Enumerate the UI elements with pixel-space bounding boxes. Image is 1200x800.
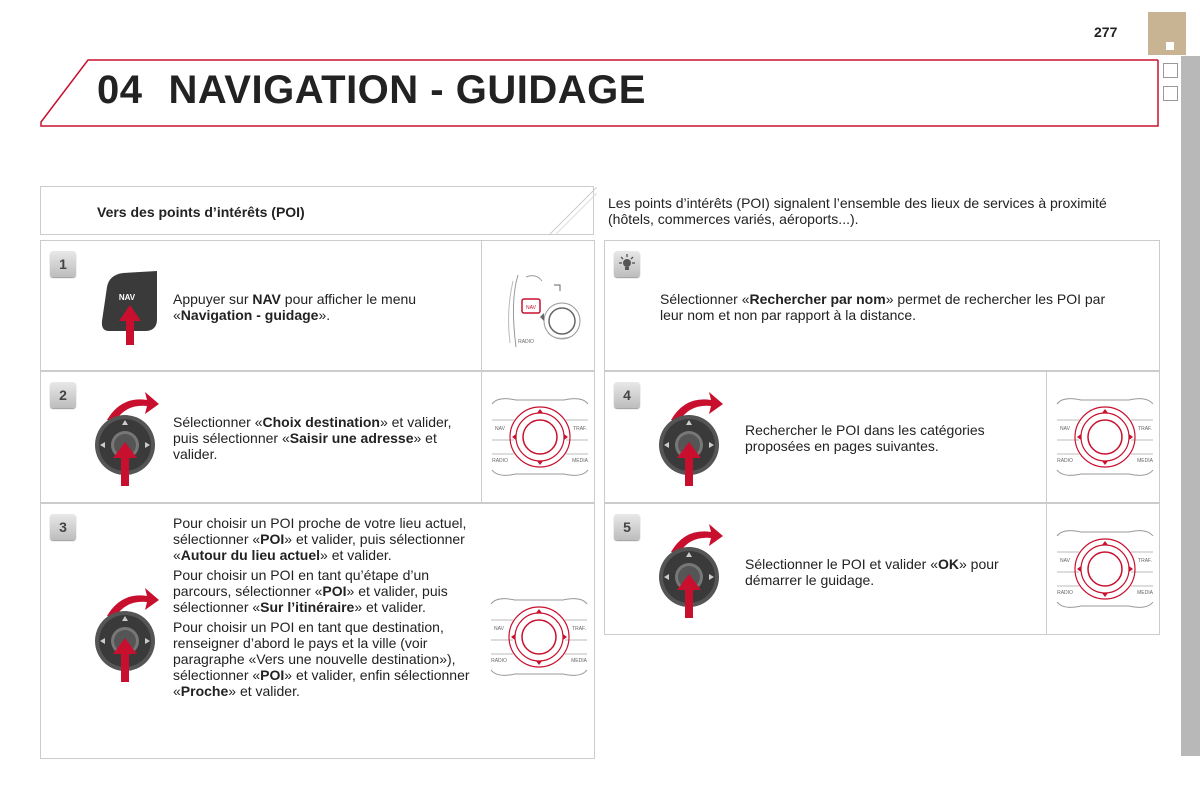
- step-text-bold: NAV: [252, 291, 281, 307]
- step-text-span: Sélectionner «: [173, 414, 263, 430]
- side-scroll-bar: [1181, 56, 1200, 756]
- intro-corner-lines: [541, 187, 597, 236]
- step-text-bold: POI: [322, 583, 347, 599]
- step-text-span: » et valider, puis sélectionner «: [173, 414, 452, 446]
- panel-label-nav: NAV: [494, 626, 504, 632]
- step-paragraph: [173, 567, 473, 615]
- step-number-badge: 5: [614, 514, 640, 540]
- nav-button-icon: [99, 269, 161, 347]
- step-text-span: Sélectionner «: [660, 291, 750, 307]
- step-paragraph: [173, 291, 473, 323]
- step-image-cell: [487, 594, 591, 685]
- step-number-badge: 4: [614, 382, 640, 408]
- section-tab-square: [1163, 63, 1178, 78]
- step-4-box: [604, 371, 1160, 503]
- panel-label-traf: TRAF.: [572, 626, 586, 632]
- tip-lightbulb-icon: [614, 251, 640, 277]
- step-text-bold: Sur l’itinéraire: [260, 599, 355, 615]
- control-panel-icon: [487, 594, 591, 680]
- control-panel-icon: [1053, 526, 1157, 612]
- step-text: [660, 291, 1130, 327]
- panel-label-nav: NAV: [1060, 558, 1070, 564]
- rotary-knob-icon: [93, 390, 159, 490]
- step-text-bold: Proche: [180, 683, 229, 699]
- section-tab-square: [1163, 86, 1178, 101]
- step-text-span: » permet de rechercher les POI par leur nom et non par rapport à la distance.: [660, 291, 1106, 323]
- panel-label-nav: NAV: [526, 305, 536, 311]
- step-paragraph: [745, 422, 1035, 454]
- step-image-cell: [481, 372, 595, 502]
- step-text-span: Pour choisir un POI en tant qu’étape d’un parcours, sélectionner «: [173, 567, 430, 599]
- step-text-span: Rechercher le POI dans les catégories proposées en pages suivantes.: [745, 422, 985, 454]
- step-text-span: » et valider.: [228, 683, 300, 699]
- panel-label-media: MEDIA: [571, 658, 587, 664]
- step-text-bold: Saisir une adresse: [289, 430, 414, 446]
- step-text-bold: POI: [260, 531, 285, 547]
- step-text-span: Pour choisir un POI proche de votre lieu actuel, sélectionner «: [173, 515, 467, 547]
- step-1-box: [40, 240, 595, 371]
- panel-label-media: MEDIA: [1137, 458, 1153, 464]
- step-text-span: ».: [318, 307, 331, 323]
- step-text-bold: Rechercher par nom: [749, 291, 886, 307]
- step-image-cell: [1046, 504, 1160, 634]
- step-text: [173, 291, 473, 327]
- panel-label-radio: RADIO: [491, 658, 507, 664]
- step-text-span: Pour choisir un POI en tant que destination, renseigner d’abord le pays et la ville (voir paragraphe «Vers une nouvelle destination»), sélectionner «: [173, 619, 456, 683]
- step-text-span: » et valider.: [173, 430, 437, 462]
- step-text-bold: Autour du lieu actuel: [180, 547, 321, 563]
- step-paragraph: [745, 556, 1035, 588]
- control-panel-icon: [488, 394, 592, 480]
- tip-badge: [614, 251, 640, 277]
- step-3-box: [40, 503, 595, 759]
- step-text-span: pour afficher le menu «: [173, 291, 417, 323]
- step-paragraph: [173, 515, 473, 563]
- step-text-span: » et valider, puis sélectionner «: [173, 583, 448, 615]
- panel-label-radio: RADIO: [1057, 458, 1073, 464]
- control-panel-icon: [496, 271, 586, 351]
- panel-label-traf: TRAF.: [1138, 558, 1152, 564]
- control-panel-icon: [1053, 394, 1157, 480]
- step-image-cell: [1046, 372, 1160, 502]
- chapter-title: NAVIGATION - GUIDAGE: [168, 68, 646, 112]
- panel-label-nav: NAV: [1060, 426, 1070, 432]
- rotary-knob-icon: [93, 586, 159, 686]
- step-paragraph: [173, 619, 473, 699]
- panel-label-radio: RADIO: [518, 339, 534, 345]
- step-text-bold: Choix destination: [262, 414, 380, 430]
- rotary-knob-icon: [657, 522, 723, 622]
- nav-button-label: NAV: [118, 293, 136, 302]
- chapter-number: 04: [97, 68, 143, 112]
- panel-label-traf: TRAF.: [1138, 426, 1152, 432]
- page-number: 277: [1094, 24, 1118, 40]
- step-image-cell: [481, 241, 595, 370]
- step-text-span: Appuyer sur: [173, 291, 253, 307]
- panel-label-media: MEDIA: [572, 458, 588, 464]
- step-paragraph: [173, 414, 463, 462]
- section-description: Les points d’intérêts (POI) signalent l’ensemble des lieux de services à proximité (hôtels, commerces variés, aéroports...).: [608, 195, 1107, 227]
- step-text-span: » pour démarrer le guidage.: [745, 556, 999, 588]
- page-title: [97, 68, 672, 113]
- step-text: [173, 515, 473, 703]
- step-text-span: » et valider, enfin sélectionner «: [173, 667, 470, 699]
- panel-label-radio: RADIO: [1057, 590, 1073, 596]
- step-text-bold: Navigation - guidage: [180, 307, 319, 323]
- step-5-box: [604, 503, 1160, 635]
- rotary-knob-icon: [657, 390, 723, 490]
- step-text-span: » et valider, puis sélectionner «: [173, 531, 465, 563]
- section-heading: Vers des points d’intérêts (POI): [97, 204, 305, 220]
- step-text-bold: OK: [938, 556, 959, 572]
- step-text-bold: POI: [260, 667, 285, 683]
- step-text-span: Sélectionner le POI et valider «: [745, 556, 938, 572]
- tip-box: [604, 240, 1160, 371]
- panel-label-nav: NAV: [495, 426, 505, 432]
- step-text: [745, 556, 1035, 592]
- panel-label-traf: TRAF.: [573, 426, 587, 432]
- step-text-span: » et valider.: [320, 547, 392, 563]
- step-text: [173, 414, 463, 466]
- step-number-badge: 1: [50, 251, 76, 277]
- section-tab-marker: [1166, 42, 1174, 50]
- step-paragraph: [660, 291, 1130, 323]
- step-number-badge: 2: [50, 382, 76, 408]
- panel-label-radio: RADIO: [492, 458, 508, 464]
- step-2-box: [40, 371, 595, 503]
- panel-label-media: MEDIA: [1137, 590, 1153, 596]
- step-text: [745, 422, 1035, 458]
- step-number-badge: 3: [50, 514, 76, 540]
- step-text-span: » et valider.: [354, 599, 426, 615]
